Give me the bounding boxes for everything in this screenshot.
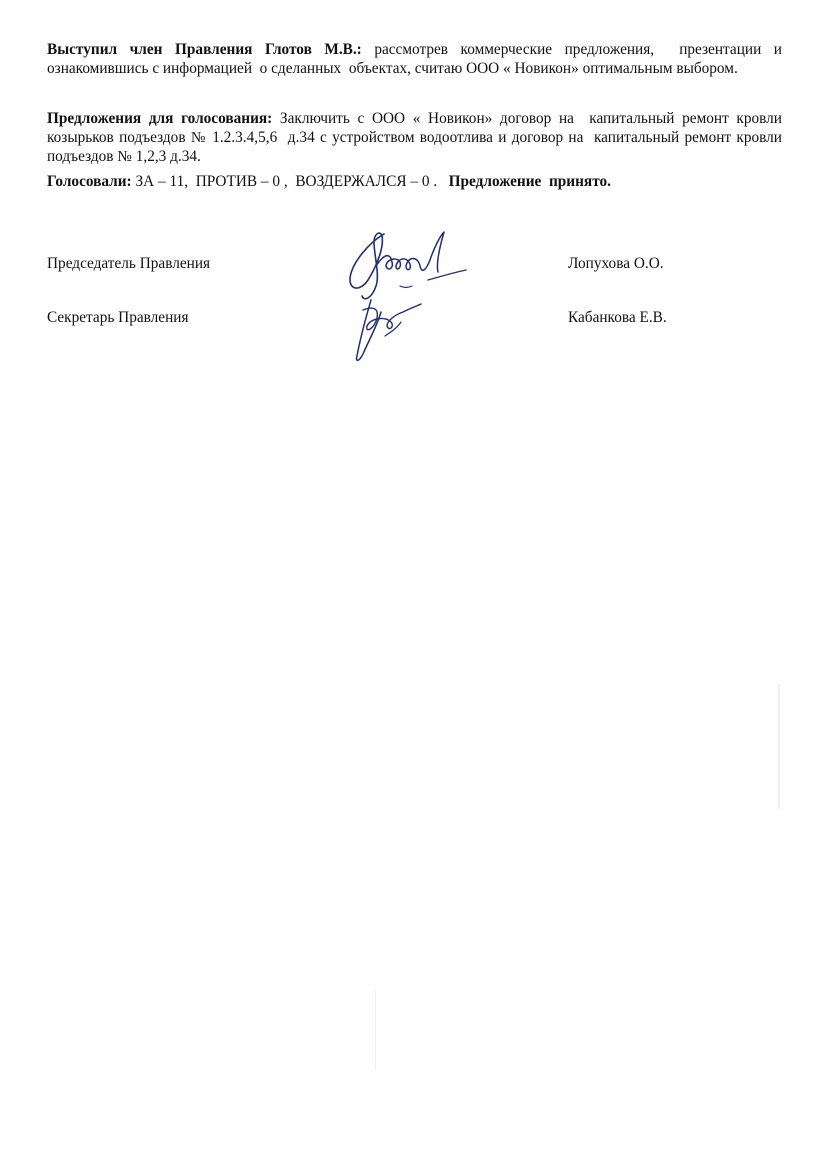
scan-artifact (778, 684, 780, 809)
proposal-text: Заключить с ООО « Новикон» договор на капитальный ремонт кровли козырьков подъездов № 1.2.3.4,5,6 д.34 с устройством водоотлива и договор на капитальный ремонт кровли подъездов № 1,2,3 д.34. (47, 110, 786, 165)
chairman-name: Лопухова О.О. (568, 255, 664, 272)
secretary-handwritten-signature (345, 296, 425, 364)
secretary-name: Кабанкова Е.В. (568, 309, 667, 326)
vote-counts: ЗА – 11, ПРОТИВ – 0 , ВОЗДЕРЖАЛСЯ – 0 . (131, 173, 449, 190)
chairman-handwritten-signature (340, 222, 470, 302)
proposal-lead: Предложения для голосования: (47, 110, 273, 127)
speech-paragraph (47, 40, 786, 78)
vote-lead: Голосовали: (47, 173, 132, 190)
speech-lead: Выступил член Правления Глотов М.В.: (47, 41, 362, 58)
secretary-role: Секретарь Правления (47, 309, 189, 326)
chairman-role: Председатель Правления (47, 255, 211, 272)
speech-text: рассмотрев коммерческие предложения, презентации и ознакомившись с информацией о сделанных объектах, считаю ООО « Новикон» оптимальным выбором. (47, 41, 786, 77)
scan-artifact (375, 990, 376, 1070)
proposal-paragraph (47, 109, 786, 166)
vote-paragraph (47, 172, 782, 191)
vote-result: Предложение принято. (448, 173, 611, 190)
